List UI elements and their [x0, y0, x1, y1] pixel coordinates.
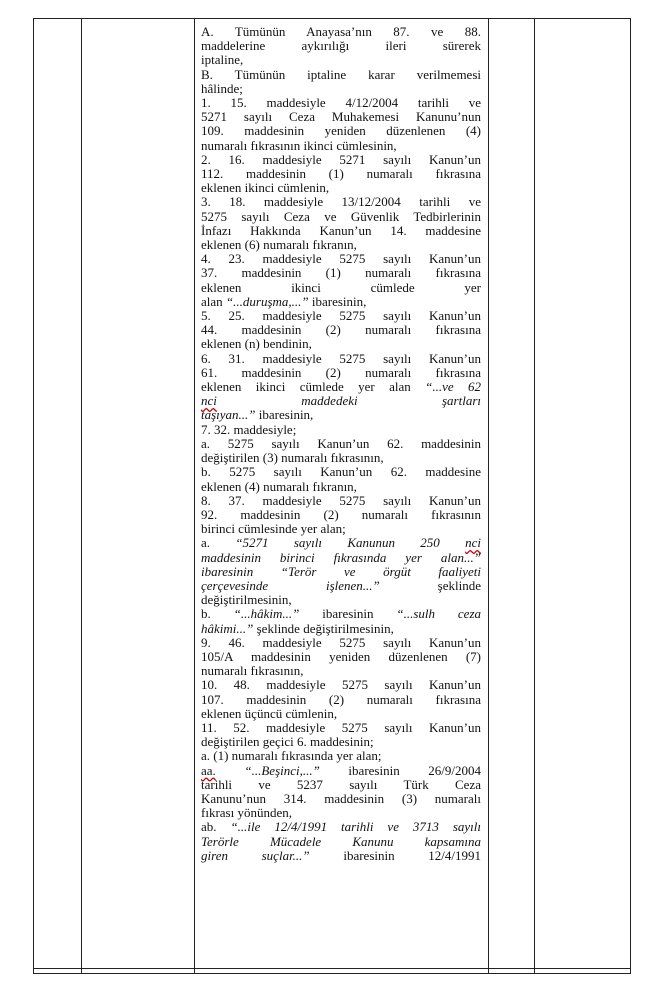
- text-line-l2: [201, 39, 481, 53]
- text-segment: 6. 31. maddesiyle 5275 sayılı Kanun’un: [201, 350, 481, 366]
- text-segment: maddesinin birinci fıkrasında yer alan...”: [201, 549, 481, 565]
- text-line-l52: [201, 749, 481, 763]
- text-line-l13: [201, 195, 481, 209]
- text-segment: 8. 37. maddesiyle 5275 sayılı Kanun’un: [201, 492, 481, 508]
- text-segment: ab.: [201, 819, 231, 835]
- text-line-l17: [201, 252, 481, 266]
- text-line-l45: [201, 650, 481, 664]
- text-segment: eklenen ikinci cümlenin,: [201, 180, 330, 196]
- spellcheck-flagged-word: aa.: [201, 762, 216, 778]
- text-segment: eklenen ikinci cümlede yer: [201, 279, 481, 295]
- text-line-l3: [201, 53, 481, 67]
- text-segment: 1. 15. maddesiyle 4/12/2004 tarihli ve: [201, 95, 481, 111]
- text-line-l51: [201, 735, 481, 749]
- column-divider-1: [81, 19, 82, 973]
- text-segment: 4. 23. maddesiyle 5275 sayılı Kanun’un: [201, 251, 481, 267]
- text-segment: iptaline,: [201, 52, 244, 68]
- text-line-l1: [201, 25, 481, 39]
- text-line-l25: [201, 366, 481, 380]
- text-line-l50: [201, 721, 481, 735]
- text-segment: tarihli ve 5237 sayılı Türk Ceza: [201, 776, 481, 792]
- text-line-l44: [201, 636, 481, 650]
- table-bottom-rule: [34, 968, 630, 969]
- text-segment: b.: [201, 606, 234, 622]
- text-segment: B. Tümünün iptaline karar verilmemesi: [201, 66, 481, 82]
- document-table: [33, 18, 631, 974]
- text-line-l26: [201, 380, 481, 394]
- text-line-l47: [201, 678, 481, 692]
- text-line-l9: [201, 139, 481, 153]
- text-segment: ibaresinin 12/4/1991: [309, 847, 481, 863]
- text-segment: Terörle Mücadele Kanunu kapsamına: [201, 833, 481, 849]
- text-segment: “...sulh ceza: [396, 606, 481, 622]
- text-segment: 5275 sayılı Ceza ve Güvenlik Tedbirlerinin: [201, 208, 481, 224]
- text-line-l59: [201, 849, 481, 863]
- text-line-l28: [201, 408, 481, 422]
- text-segment: giren suçlar...”: [201, 847, 310, 863]
- text-line-l10: [201, 153, 481, 167]
- text-segment: 5. 25. maddesiyle 5275 sayılı Kanun’un: [201, 308, 481, 324]
- text-line-l46: [201, 664, 481, 678]
- document-text-cell: [201, 25, 481, 863]
- text-segment: 44. maddesinin (2) numaralı fıkrasına: [201, 322, 481, 338]
- text-segment: eklenen (4) numaralı fıkranın,: [201, 478, 357, 494]
- text-segment: 5271 sayılı Ceza Muhakemesi Kanunu’nun: [201, 109, 481, 125]
- text-segment: numaralı fıkrasının ikinci cümlesinin,: [201, 137, 397, 153]
- text-line-l15: [201, 224, 481, 238]
- text-segment: 112. maddesinin (1) numaralı fıkrasına: [201, 166, 481, 182]
- text-line-l41: [201, 593, 481, 607]
- text-segment: 10. 48. maddesiyle 5275 sayılı Kanun’un: [201, 677, 481, 693]
- text-line-l35: [201, 508, 481, 522]
- text-line-l12: [201, 181, 481, 195]
- text-segment: “5271 sayılı Kanunun 250: [235, 535, 466, 551]
- text-segment: şeklinde: [379, 577, 481, 593]
- text-line-l31: [201, 451, 481, 465]
- text-line-l11: [201, 167, 481, 181]
- text-line-l57: [201, 820, 481, 834]
- text-segment: a. 5275 sayılı Kanun’un 62. maddesinin: [201, 435, 481, 451]
- text-segment: alan: [201, 293, 226, 309]
- text-segment: “...ile 12/4/1991 tarihli ve 3713 sayılı: [230, 819, 481, 835]
- text-segment: ibaresinin: [299, 606, 397, 622]
- text-segment: maddedeki şartları: [216, 393, 481, 409]
- column-divider-4: [534, 19, 535, 973]
- text-segment: A. Tümünün Anayasa’nın 87. ve 88.: [201, 24, 481, 39]
- column-divider-2: [194, 19, 195, 973]
- text-line-l37: [201, 536, 481, 550]
- text-segment: 7. 32. maddesiyle;: [201, 421, 297, 437]
- text-line-l40: [201, 579, 481, 593]
- text-line-l7: [201, 110, 481, 124]
- text-line-l14: [201, 210, 481, 224]
- text-line-l18: [201, 266, 481, 280]
- text-line-l36: [201, 522, 481, 536]
- text-segment: “...hâkim...”: [233, 606, 300, 622]
- text-line-l43: [201, 622, 481, 636]
- text-segment: 105/A maddesinin yeniden düzenlenen (7): [201, 648, 481, 664]
- text-segment: eklenen (6) numaralı fıkranın,: [201, 237, 357, 253]
- text-segment: numaralı fıkrasının,: [201, 663, 304, 679]
- text-segment: değiştirilen geçici 6. maddesinin;: [201, 734, 374, 750]
- text-segment: “...ve 62: [425, 379, 481, 395]
- spellcheck-flagged-word: nci: [201, 393, 217, 409]
- text-segment: fıkrası yönünden,: [201, 805, 292, 821]
- text-line-l55: [201, 792, 481, 806]
- text-line-l22: [201, 323, 481, 337]
- text-segment: 107. maddesinin (2) numaralı fıkrasına: [201, 691, 481, 707]
- text-segment: şeklinde değiştirilmesinin,: [253, 620, 394, 636]
- text-segment: 61. maddesinin (2) numaralı fıkrasına: [201, 364, 481, 380]
- text-line-l56: [201, 806, 481, 820]
- text-segment: a.: [201, 535, 236, 551]
- text-segment: maddelerine aykırılığı ileri sürerek: [201, 38, 481, 54]
- text-segment: taşıyan...”: [201, 407, 256, 423]
- text-line-l29: [201, 423, 481, 437]
- text-line-l23: [201, 337, 481, 351]
- text-segment: 2. 16. maddesiyle 5271 sayılı Kanun’un: [201, 151, 481, 167]
- text-line-l53: [201, 764, 481, 778]
- text-segment: hâkimi...”: [201, 620, 254, 636]
- text-line-l32: [201, 465, 481, 479]
- text-segment: b. 5275 sayılı Kanun’un 62. maddesine: [201, 464, 481, 480]
- text-segment: değiştirilmesinin,: [201, 592, 292, 608]
- text-segment: “...Beşinci,...”: [244, 762, 320, 778]
- text-line-l19: [201, 281, 481, 295]
- text-line-l42: [201, 607, 481, 621]
- text-segment: 9. 46. maddesiyle 5275 sayılı Kanun’un: [201, 634, 481, 650]
- text-line-l4: [201, 68, 481, 82]
- text-segment: [216, 763, 245, 778]
- text-line-l20: [201, 295, 481, 309]
- column-divider-3: [488, 19, 489, 973]
- text-segment: eklenen üçüncü cümlenin,: [201, 705, 338, 721]
- text-segment: eklenen (n) bendinin,: [201, 336, 312, 352]
- text-segment: ibaresinin 26/9/2004: [319, 762, 481, 778]
- text-segment: hâlinde;: [201, 80, 243, 96]
- text-segment: 3. 18. maddesiyle 13/12/2004 tarihli ve: [201, 194, 481, 210]
- text-line-l39: [201, 565, 481, 579]
- text-line-l33: [201, 480, 481, 494]
- text-segment: ibaresinin,: [255, 407, 314, 423]
- text-line-l27: [201, 394, 481, 408]
- text-line-l6: [201, 96, 481, 110]
- spellcheck-flagged-word: nci: [465, 535, 481, 551]
- text-line-l30: [201, 437, 481, 451]
- text-segment: çerçevesinde işlenen...”: [201, 577, 380, 593]
- text-segment: ibaresinin,: [308, 293, 367, 309]
- text-segment: ibaresinin “Terör ve örgüt faaliyeti: [201, 563, 481, 579]
- text-line-l16: [201, 238, 481, 252]
- text-line-l8: [201, 124, 481, 138]
- text-line-l24: [201, 352, 481, 366]
- text-segment: a. (1) numaralı fıkrasında yer alan;: [201, 748, 382, 764]
- text-segment: “...duruşma,...”: [225, 293, 309, 309]
- text-segment: 11. 52. maddesiyle 5275 sayılı Kanun’un: [201, 719, 481, 735]
- text-line-l21: [201, 309, 481, 323]
- text-line-l5: [201, 82, 481, 96]
- text-line-l38: [201, 551, 481, 565]
- text-segment: 92. maddesinin (2) numaralı fıkrasının: [201, 506, 481, 522]
- text-segment: eklenen ikinci cümlede yer alan: [201, 379, 426, 395]
- text-line-l58: [201, 835, 481, 849]
- text-segment: Kanunu’nun 314. maddesinin (3) numaralı: [201, 790, 481, 806]
- text-line-l49: [201, 707, 481, 721]
- text-segment: 109. maddesinin yeniden düzenlenen (4): [201, 123, 481, 139]
- text-segment: değiştirilen (3) numaralı fıkrasının,: [201, 450, 384, 466]
- text-segment: birinci cümlesinde yer alan;: [201, 521, 346, 537]
- text-line-l34: [201, 494, 481, 508]
- text-segment: İnfazı Hakkında Kanun’un 14. maddesine: [201, 222, 481, 238]
- text-line-l54: [201, 778, 481, 792]
- text-line-l48: [201, 693, 481, 707]
- text-segment: 37. maddesinin (1) numaralı fıkrasına: [201, 265, 481, 281]
